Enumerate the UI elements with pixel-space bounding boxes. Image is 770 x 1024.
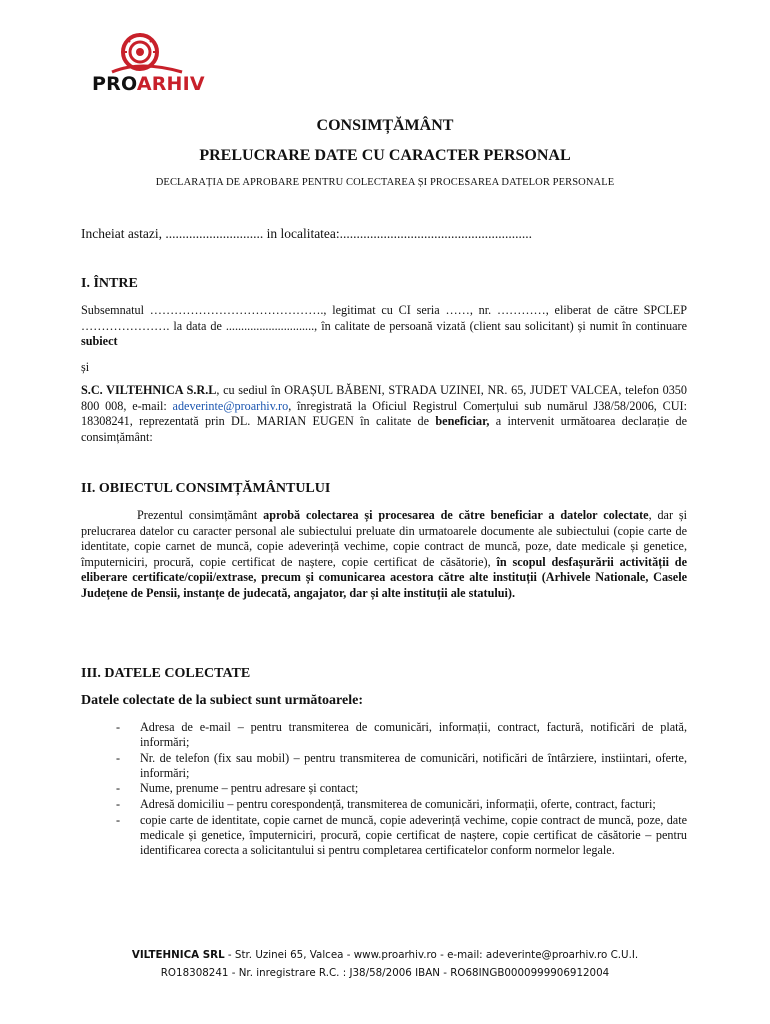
list-item: - Nume, prenume – pentru adresare și contact;	[116, 781, 359, 796]
section-2-heading: II. OBIECTUL CONSIMȚĂMÂNTULUI	[81, 481, 331, 496]
declaration-caption: DECLARAȚIA DE APROBARE PENTRU COLECTAREA ȘI PROCESAREA DATELOR PERSONALE	[155, 177, 615, 188]
list-item: - copie carte de identitate, copie carnet de muncă, copie adeverință vechime, copie contract de muncă, poze, date medicale și genetice, împuterniciri, procură, copie certificat de naștere, copie certificat de căsătorie – pentru identificarea corecta a solicitantului si pentru completarea certificatelor conform normelor legale.	[116, 812, 687, 857]
section-1-paragraph-1: Subsemnatul ……………………………………., legitimat cu CI seria ……, nr. …………, eliberat de către SPCLEP …………………. la data de ............................., în calitate de persoană vizată (client sau solicitant) și numit în continuare subiect	[81, 303, 687, 349]
proarhiv-logo	[92, 32, 212, 98]
section-3-subheading: Datele colectate de la subiect sunt următoarele:	[81, 693, 363, 708]
section-2-paragraph: Prezentul consimțământ aprobă colectarea și procesarea de către beneficiar a datelor colectate, dar și prelucrarea datelor cu caracter personal ale subiectului preluate din urmatoarele documente ale subiectului (copie carte de identitate, copie carnet de muncă, copie adeverință vechime, copie contract de muncă, poze, date medicale și genetice, împuterniciri, procură, copie certificat de naștere, copie certificat de căsătorie), în scopul desfașurării activității de eliberare certificate/copii/extrase, precum și comunicarea acestora către alte instituții (Arhivele Nationale, Casele Județene de Pensii, instanțe de judecată, angajator, dar și alte instituții ale statului).	[81, 508, 687, 600]
collected-data-list	[81, 720, 687, 858]
intro-line: Incheiat astazi, ............................. in localitatea:.........................................................	[81, 226, 533, 241]
list-item: - Nr. de telefon (fix sau mobil) – pentru transmiterea de comunicări, notificări de întârziere, instiintari, oferte, informări;	[116, 750, 687, 780]
logo-text: PROARHIV	[92, 73, 205, 95]
document-title: CONSIMȚĂMÂNT	[316, 117, 454, 134]
document-subtitle: PRELUCRARE DATE CU CARACTER PERSONAL	[199, 147, 571, 164]
section-1-heading: I. ÎNTRE	[81, 276, 138, 291]
footer-line-2: RO18308241 - Nr. inregistrare R.C. : J38/58/2006 IBAN - RO68INGB0000999906912004	[160, 967, 610, 979]
section-1-and: și	[81, 360, 90, 374]
section-3-heading: III. DATELE COLECTATE	[81, 666, 251, 681]
email-link[interactable]: adeverinte@proarhiv.ro	[172, 398, 289, 413]
page-footer	[0, 946, 770, 982]
logo-emblem-icon	[92, 32, 212, 76]
footer-line-1: VILTEHNICA SRL - Str. Uzinei 65, Valcea - www.proarhiv.ro - e-mail: adeverinte@proarhiv.ro C.U.I.	[131, 949, 639, 961]
list-item: - Adresă domiciliu – pentru corespondență, transmiterea de comunicări, informații, oferte, contract, facturi;	[116, 796, 656, 811]
section-1-paragraph-2: S.C. VILTEHNICA S.R.L, cu sediul în ORAȘUL BĂBENI, STRADA UZINEI, NR. 65, JUDET VALCEA, telefon 0350 800 008, e-mail: adeverinte@proarhiv.ro, înregistrată la Oficiul Registrul Comerțului sub numărul J38/58/2006, CUI: 18308241, reprezentată prin DL. MARIAN EUGEN în calitate de beneficiar, a intervenit următoarea declarație de consimțământ:	[81, 383, 688, 444]
list-item: - Adresa de e-mail – pentru transmiterea de comunicări, informații, contract, factură, notificări de plată, informări;	[116, 720, 687, 750]
